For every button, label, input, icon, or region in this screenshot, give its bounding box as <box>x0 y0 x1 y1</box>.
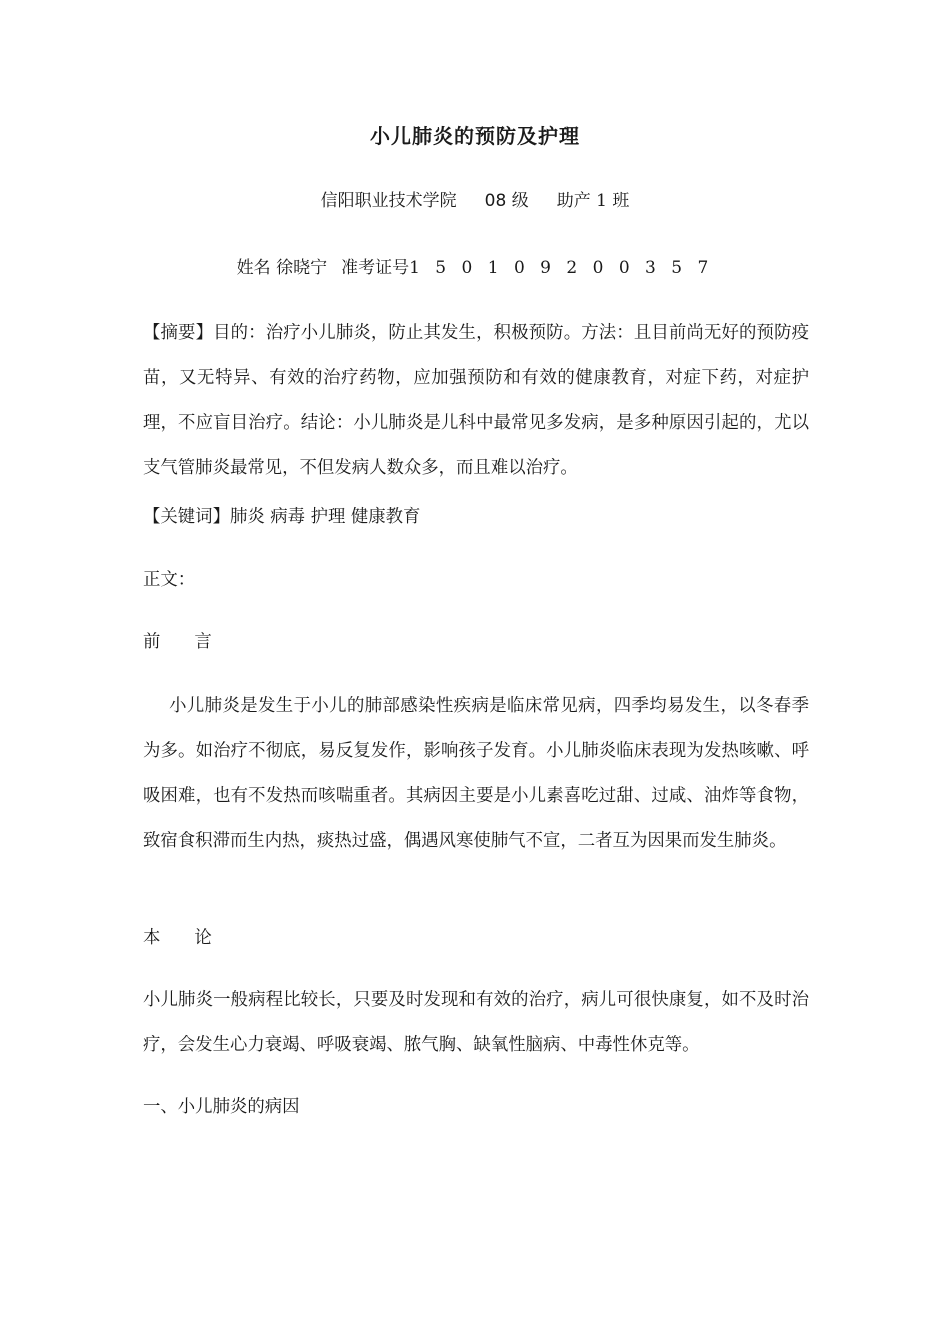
exam-number-label: 准考证号 <box>341 258 410 278</box>
main-paragraph: 小儿肺炎一般病程比较长，只要及时发现和有效的治疗，病儿可很快康复，如不及时治疗，会发生心力衰竭、呼吸衰竭、脓气胸、缺氧性脑病、中毒性休克等。 <box>143 990 809 1055</box>
abstract-paragraph: 【摘要】目的：治疗小儿肺炎，防止其发生，积极预防。方法：且目前尚无好的预防疫苗，又无特异、有效的治疗药物，应加强预防和有效的健康教育，对症下药，对症护理，不应盲目治疗。结论：小儿肺炎是儿科中最常见多发病，是多种原因引起的，尤以支气管肺炎最常见，不但发病人数众多，而且难以治疗。 <box>143 323 809 478</box>
preface-heading <box>143 620 809 665</box>
body-label: 正文： <box>143 570 196 590</box>
main-heading-char-2: 论 <box>194 928 212 948</box>
school-name: 信阳职业技术学院 <box>320 191 457 211</box>
keywords-line: 【关键词】肺炎 病毒 护理 健康教育 <box>143 507 421 527</box>
preface-heading-char-1: 前 <box>143 632 161 652</box>
grade-label: 08 级 <box>484 191 529 211</box>
preface-heading-char-2: 言 <box>194 632 212 652</box>
class-label: 助产 1 班 <box>556 191 630 211</box>
main-heading-char-1: 本 <box>143 928 161 948</box>
section-1-heading: 一、小儿肺炎的病因 <box>143 1097 300 1117</box>
preface-paragraph: 小儿肺炎是发生于小儿的肺部感染性疾病是临床常见病，四季均易发生，以冬春季为多。如治疗不彻底，易反复发作，影响孩子发育。小儿肺炎临床表现为发热咳嗽、呼吸困难，也有不发热而咳喘重者。其病因主要是小儿素喜吃过甜、过咸、油炸等食物，致宿食积滞而生内热，痰热过盛，偶遇风寒使肺气不宣，二者互为因果而发生肺炎。 <box>143 696 809 851</box>
name-info-line <box>0 253 950 278</box>
student-name: 姓名 徐晓宁 <box>236 258 328 278</box>
document-title: 小儿肺炎的预防及护理 <box>370 124 580 148</box>
main-heading <box>143 916 809 961</box>
author-info-line <box>0 186 950 211</box>
exam-number: 1 5 0 1 0 9 2 0 0 3 5 7 <box>409 258 714 278</box>
